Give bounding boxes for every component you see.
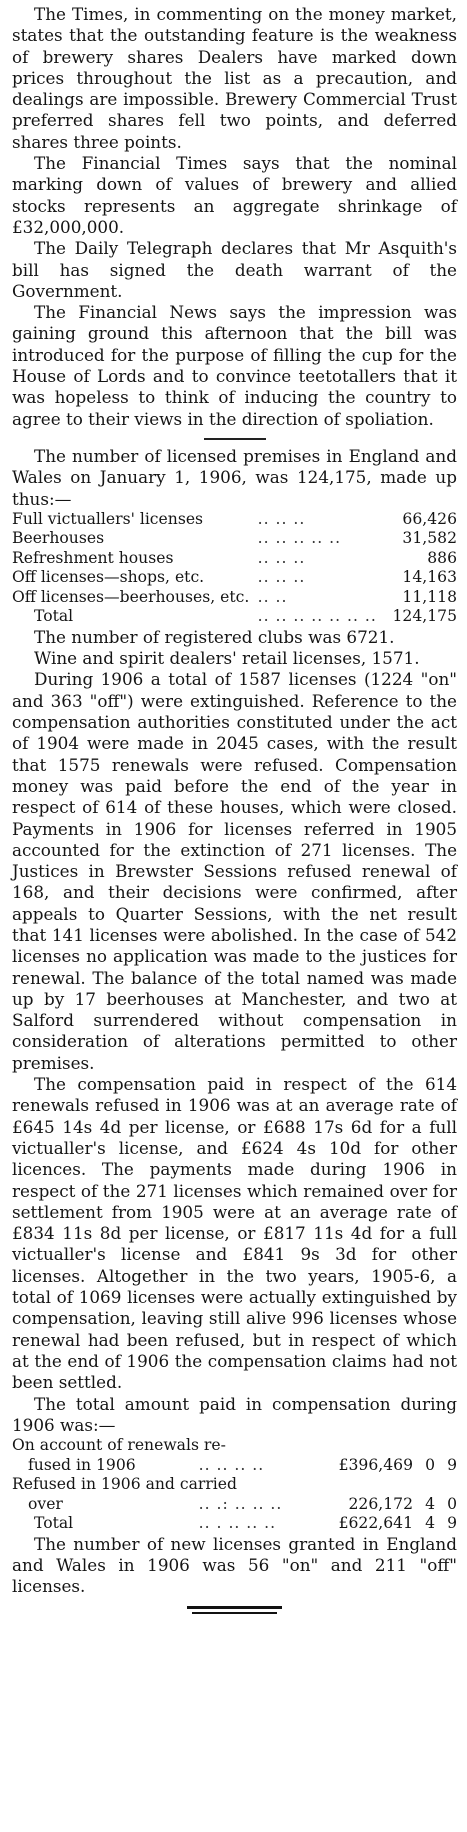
table-row (12, 588, 457, 608)
end-rule (187, 1606, 282, 1609)
leader-dots: .. .: .. .. .. (198, 1494, 283, 1513)
row-value: 31,582 (402, 529, 457, 548)
paragraph-financial-news: The Financial News says the impression was gaining ground this afternoon that the bill was introduced for the purpose of filling the cup for the House of Lords and to convince teetotallers that it was hopeless to think of inducing the country to agree to their views in the direction of spoliation. (12, 302, 457, 429)
pence-value: 0 (447, 1494, 457, 1513)
table-row (12, 549, 457, 569)
paragraph-extinguished: During 1906 a total of 1587 licenses (1224 "on" and 363 "off") were extinguished. Reference to the compensation authorities constituted under the act of 1904 were made in 2045 cases, with the result that 1575 renewals were refused. Compensation money was paid before the end of the year in respect of 614 of these houses, which were closed. Payments in 1906 for licenses referred in 1905 accounted for the extinction of 271 licenses. The Justices in Brewster Sessions refused renewal of 168, and their decisions were confirmed, after appeals to Quarter Sessions, with the net result that 141 licenses were abolished. In the case of 542 licenses no application was made to the justices for renewal. The balance of the total named was made up by 17 beerhouses at Manchester, and two at Salford surrendered without compensation in consideration of alterations permitted to other premises. (12, 669, 457, 1073)
table-total-row (12, 1514, 457, 1534)
row-value: 11,118 (402, 587, 457, 606)
licences-table (12, 510, 457, 627)
table-row (12, 1456, 457, 1476)
pence-value: 9 (447, 1455, 457, 1474)
row-label: Full victuallers' licenses (12, 509, 204, 528)
row-value: 886 (427, 548, 457, 567)
table-total-row (12, 607, 457, 627)
paragraph-licensed-premises: The number of licensed premises in England and Wales on January 1, 1906, was 124,175, made up thus:— (12, 445, 457, 509)
paragraph-times: The Times, in commenting on the money market, states that the outstanding feature is the weakness of brewery shares Dealers have marked down prices throughout the list as a precaution, and dealings are impossible. Brewery Commercial Trust preferred shares fell two points, and deferred shares three points. (12, 4, 457, 152)
total-pounds: £622,641 (338, 1514, 413, 1533)
table-row (12, 1436, 457, 1456)
total-value: 124,175 (392, 607, 457, 626)
pounds-value: £396,469 (338, 1455, 413, 1474)
paragraph-compensation-rates: The compensation paid in respect of the 614 renewals refused in 1906 was at an average rate of £645 14s 4d per license, or £688 17s 6d for a full victualler's license, and £624 4s 10d for other licences. The payments made during 1906 in respect of the 271 licenses which remained over for settlement from 1905 were at an average rate of £834 11s 8d per license, or £817 11s 4d for a full victualler's license and £841 9s 3d for other licenses. Altogether in the two years, 1905-6, a total of 1069 licenses were actually extinguished by compensation, leaving still alive 996 licenses whose renewal had been refused, but in respect of which at the end of 1906 the compensation claims had not been settled. (12, 1074, 457, 1393)
table-row (12, 1495, 457, 1515)
end-rule (192, 1612, 277, 1614)
row-value: 14,163 (402, 568, 457, 587)
row-label: over (28, 1494, 63, 1513)
leader-dots: .. .. .. (257, 568, 306, 587)
leader-dots: .. .. .. .. .. (257, 529, 342, 548)
row-label: Beerhouses (12, 529, 105, 548)
row-label: Off licenses—shops, etc. (12, 568, 205, 587)
total-label: Total (34, 1514, 74, 1533)
row-label: fused in 1906 (28, 1455, 136, 1474)
shillings-value: 4 (425, 1494, 435, 1513)
paragraph-clubs: The number of registered clubs was 6721. (34, 626, 395, 647)
leader-dots: .. .. .. (257, 548, 306, 567)
leader-dots: .. . .. .. .. (198, 1514, 277, 1533)
section-divider (204, 438, 266, 440)
leader-dots: .. .. .. .. (198, 1455, 265, 1474)
total-label: Total (34, 607, 74, 626)
leader-dots: .. .. .. .. .. .. .. (257, 607, 377, 626)
table-row (12, 1475, 457, 1495)
paragraph-new-licenses: The number of new licenses granted in England and Wales in 1906 was 56 "on" and 211 "off" licenses. (12, 1533, 457, 1597)
row-label: On account of renewals re- (12, 1436, 226, 1455)
pounds-value: 226,172 (348, 1494, 413, 1513)
row-label: Refreshment houses (12, 548, 174, 567)
shillings-value: 0 (425, 1455, 435, 1474)
total-pence: 9 (447, 1514, 457, 1533)
leader-dots: .. .. .. (257, 509, 306, 528)
table-row (12, 529, 457, 549)
paragraph-daily-telegraph: The Daily Telegraph declares that Mr Asquith's bill has signed the death warrant of the Government. (12, 238, 457, 301)
table-row (12, 568, 457, 588)
paragraph-wine-spirit: Wine and spirit dealers' retail licenses, 1571. (34, 648, 420, 669)
leader-dots: .. .. (257, 587, 288, 606)
row-label: Refused in 1906 and carried (12, 1475, 237, 1494)
table-row (12, 510, 457, 530)
paragraph-total-paid: The total amount paid in compensation during 1906 was:— (12, 1393, 457, 1435)
compensation-table (12, 1436, 457, 1534)
total-shillings: 4 (425, 1514, 435, 1533)
paragraph-financial-times: The Financial Times says that the nominal marking down of values of brewery and allied stocks represents an aggregate shrinkage of £32,000,000. (12, 153, 457, 237)
row-label: Off licenses—beerhouses, etc. (12, 587, 250, 606)
row-value: 66,426 (402, 509, 457, 528)
